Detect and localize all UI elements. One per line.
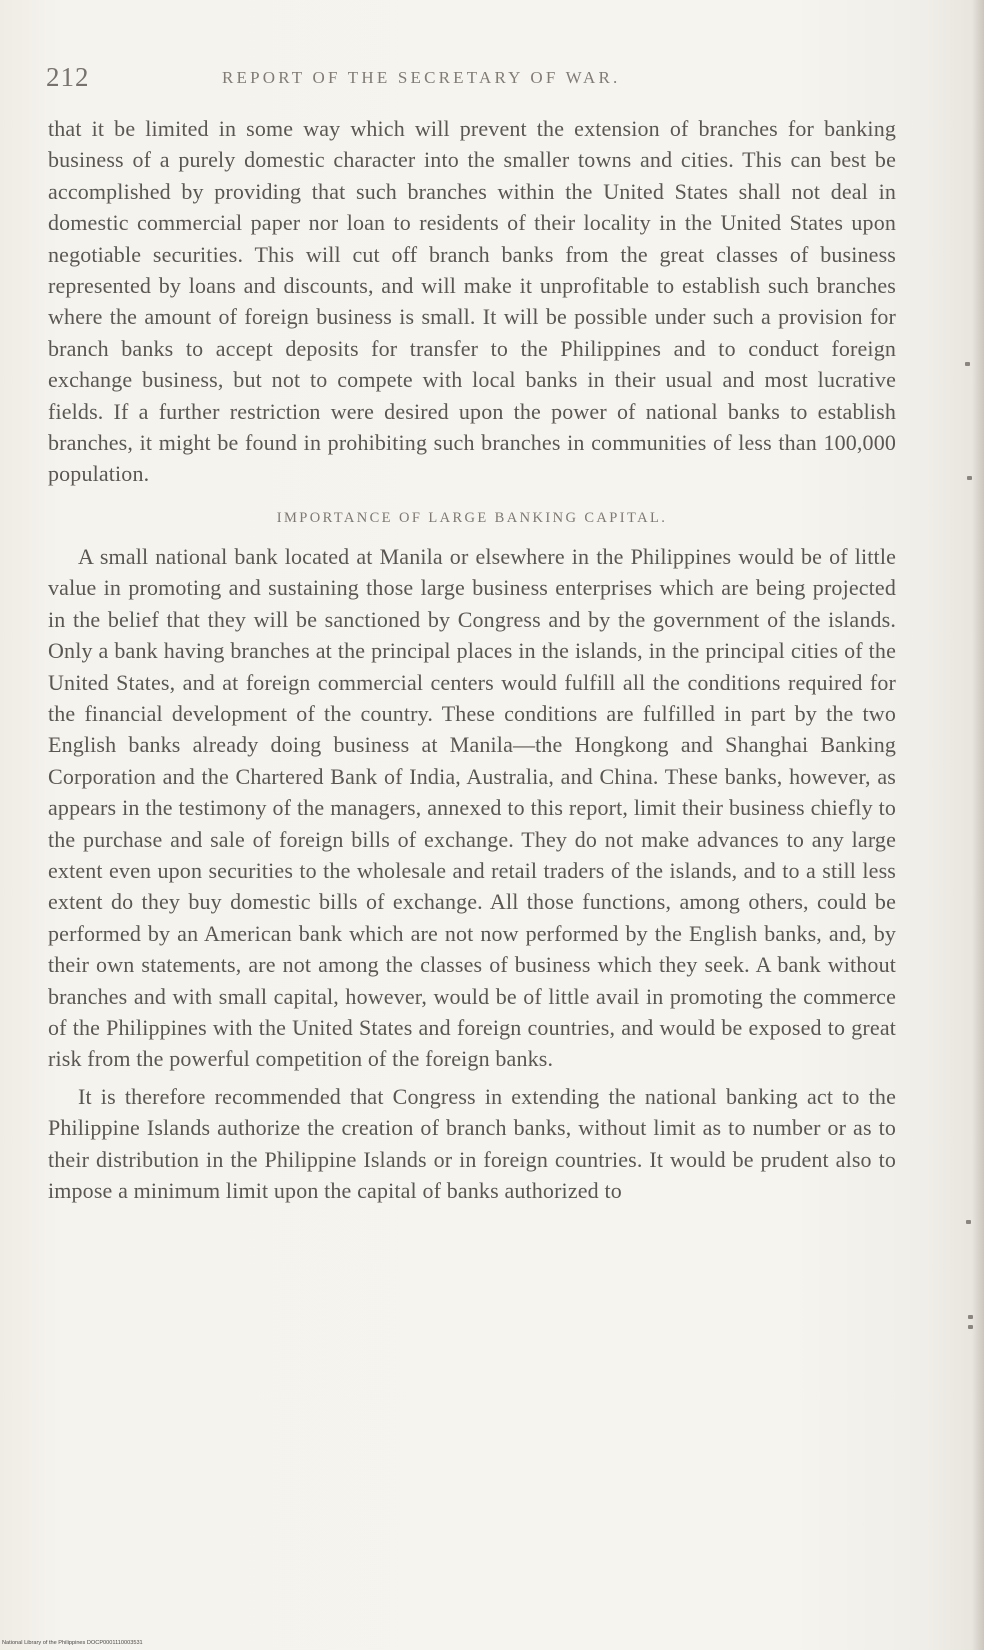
margin-mark [965, 362, 970, 366]
body-text [48, 113, 896, 1206]
margin-mark [967, 476, 972, 480]
paragraph-small-bank: A small national bank located at Manila or elsewhere in the Philippines would be of little value in promoting and sustaining those large business enterprises which are being projected in the belief that they will be sanctioned by Congress and by the government of the islands. Only a bank having branches at the principal places in the islands, in the principal cities of the United States, and at foreign commercial centers would fulfill all the conditions required for the financial development of the country. These conditions are fulfilled in part by the two English banks already doing business at Manila—the Hongkong and Shanghai Banking Corporation and the Chartered Bank of India, Australia, and China. These banks, however, as appears in the testimony of the managers, annexed to this report, limit their business chiefly to the purchase and sale of foreign bills of exchange. They do not make advances to any large extent even upon securities to the wholesale and retail traders of the islands, and to a still less extent do they buy domestic bills of exchange. All those functions, among others, could be performed by an American bank which are not now performed by the English banks, and, by their own statements, are not among the classes of business which they seek. A bank without branches and with small capital, however, would be of little avail in promoting the commerce of the Philippines with the United States and foreign countries, and would be exposed to great risk from the powerful competition of the foreign banks. [48, 543, 896, 1072]
margin-mark [966, 1220, 971, 1224]
page-edge-shadow [972, 0, 984, 1650]
section-heading: IMPORTANCE OF LARGE BANKING CAPITAL. [276, 509, 668, 526]
running-head-title: REPORT OF THE SECRETARY OF WAR. [222, 68, 621, 87]
page-number: 212 [46, 62, 90, 92]
margin-mark [968, 1315, 973, 1319]
paragraph-recommendation: It is therefore recommended that Congress in extending the national banking act to the Philippine Islands authorize the creation of branch banks, without limit as to number or as to their distribution in the Philippine Islands or in foreign countries. It would be prudent also to impose a minimum limit upon the capital of banks authorized to [48, 1083, 896, 1203]
library-credit: National Library of the Philippines DOCP0001110003531 [2, 1640, 143, 1646]
running-head [46, 62, 896, 98]
margin-mark [968, 1325, 973, 1329]
paragraph-continuation: that it be limited in some way which will prevent the extension of branches for banking business of a purely domestic character into the smaller towns and cities. This can best be accomplished by providing that such branches within the United States shall not deal in domestic commercial paper nor loan to residents of their locality in the United States upon negotiable securities. This will cut off branch banks from the great classes of business represented by loans and discounts, and will make it unprofitable to establish such branches where the amount of foreign business is small. It will be possible under such a provision for branch banks to accept deposits for transfer to the Philippines and to conduct foreign exchange business, but not to compete with local banks in their usual and most lucrative fields. If a further restriction were desired upon the power of national banks to establish branches, it might be found in prohibiting such branches in communities of less than 100,000 population. [48, 116, 896, 487]
